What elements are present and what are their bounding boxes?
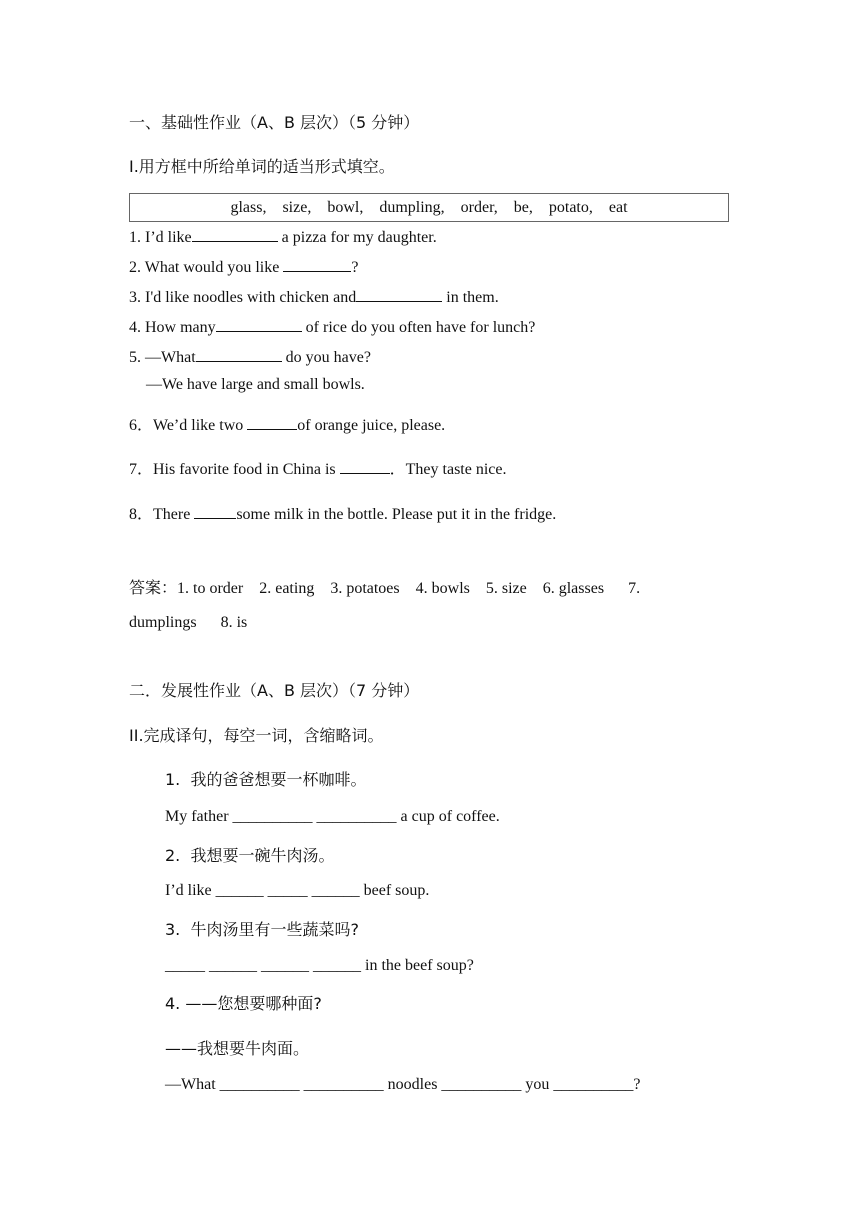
answer-blank[interactable] [196, 347, 282, 362]
translation-item-3-english: _____ ______ ______ ______ in the beef soup? [165, 957, 474, 974]
answer-blank[interactable] [340, 459, 390, 474]
section1-instruction: I.用方框中所给单词的适当形式填空。 [129, 157, 395, 176]
exercise-item-5-reply: —We have large and small bowls. [146, 376, 365, 393]
translation-item-2-english: I’d like ______ _____ ______ beef soup. [165, 882, 430, 899]
item-text-after: in them. [442, 289, 499, 306]
item-text-after: ．They taste nice. [389, 461, 507, 478]
exercise-item-7 [129, 456, 507, 479]
exercise-item-4 [129, 317, 535, 337]
answer-label: 答案 [129, 578, 162, 597]
item-text-before: 7．His favorite food in China is [129, 461, 340, 478]
word-box-text: glass, size, bowl, dumpling, order, be, potato, eat [230, 199, 628, 216]
translation-item-4-chinese-reply: ——我想要牛肉面。 [165, 1039, 310, 1058]
exercise-item-5 [129, 347, 371, 367]
item-text-before: 8．There [129, 506, 195, 523]
translation-item-2-chinese: 2. 我想要一碗牛肉汤。 [165, 846, 335, 865]
exercise-item-2 [129, 257, 358, 277]
answer-blank[interactable] [356, 287, 442, 302]
exercise-item-1 [129, 227, 437, 247]
exercise-item-8 [129, 501, 556, 524]
exercise-item-6 [129, 412, 445, 435]
translation-item-4-chinese: 4. ——您想要哪种面? [165, 994, 322, 1013]
translation-item-1-english: My father __________ __________ a cup of coffee. [165, 808, 500, 825]
translation-item-3-chinese: 3. 牛肉汤里有一些蔬菜吗? [165, 920, 359, 939]
item-text-before: 4. How many [129, 319, 216, 336]
answer-blank[interactable] [192, 227, 278, 242]
answer-blank[interactable] [247, 415, 297, 430]
item-text-after: do you have? [281, 349, 371, 366]
section2-instruction: II.完成译句，每空一词，含缩略词。 [129, 726, 384, 745]
item-text-after: of orange juice, please. [297, 417, 446, 434]
answer-blank[interactable] [194, 504, 236, 519]
item-text-before: 6．We’d like two [129, 417, 248, 434]
word-box [129, 193, 729, 222]
answer-key-line-1 [129, 575, 640, 598]
exercise-item-3 [129, 287, 499, 307]
answer-blank[interactable] [216, 317, 302, 332]
item-text-before: 3. I'd like noodles with chicken and [129, 289, 357, 306]
section1-title: 一、基础性作业（A、B 层次）（5 分钟） [129, 113, 420, 132]
item-text-before: 5. —What [129, 349, 196, 366]
item-text-after: some milk in the bottle. Please put it in the fridge. [236, 506, 557, 523]
answer-blank[interactable] [283, 257, 351, 272]
item-text-after: a pizza for my daughter. [277, 229, 437, 246]
item-text-after: ? [351, 259, 359, 276]
translation-item-1-chinese: 1. 我的爸爸想要一杯咖啡。 [165, 770, 367, 789]
translation-item-4-english: —What __________ __________ noodles __________ you __________? [165, 1076, 641, 1093]
item-text-after: of rice do you often have for lunch? [301, 319, 536, 336]
answer-text: ：1. to order 2. eating 3. potatoes 4. bowls 5. size 6. glasses 7. [161, 580, 641, 597]
section2-title: 二．发展性作业（A、B 层次）（7 分钟） [129, 681, 420, 700]
answer-key-line-2: dumplings 8. is [129, 614, 248, 631]
item-text-before: 1. I’d like [129, 229, 192, 246]
item-text-before: 2. What would you like [129, 259, 284, 276]
